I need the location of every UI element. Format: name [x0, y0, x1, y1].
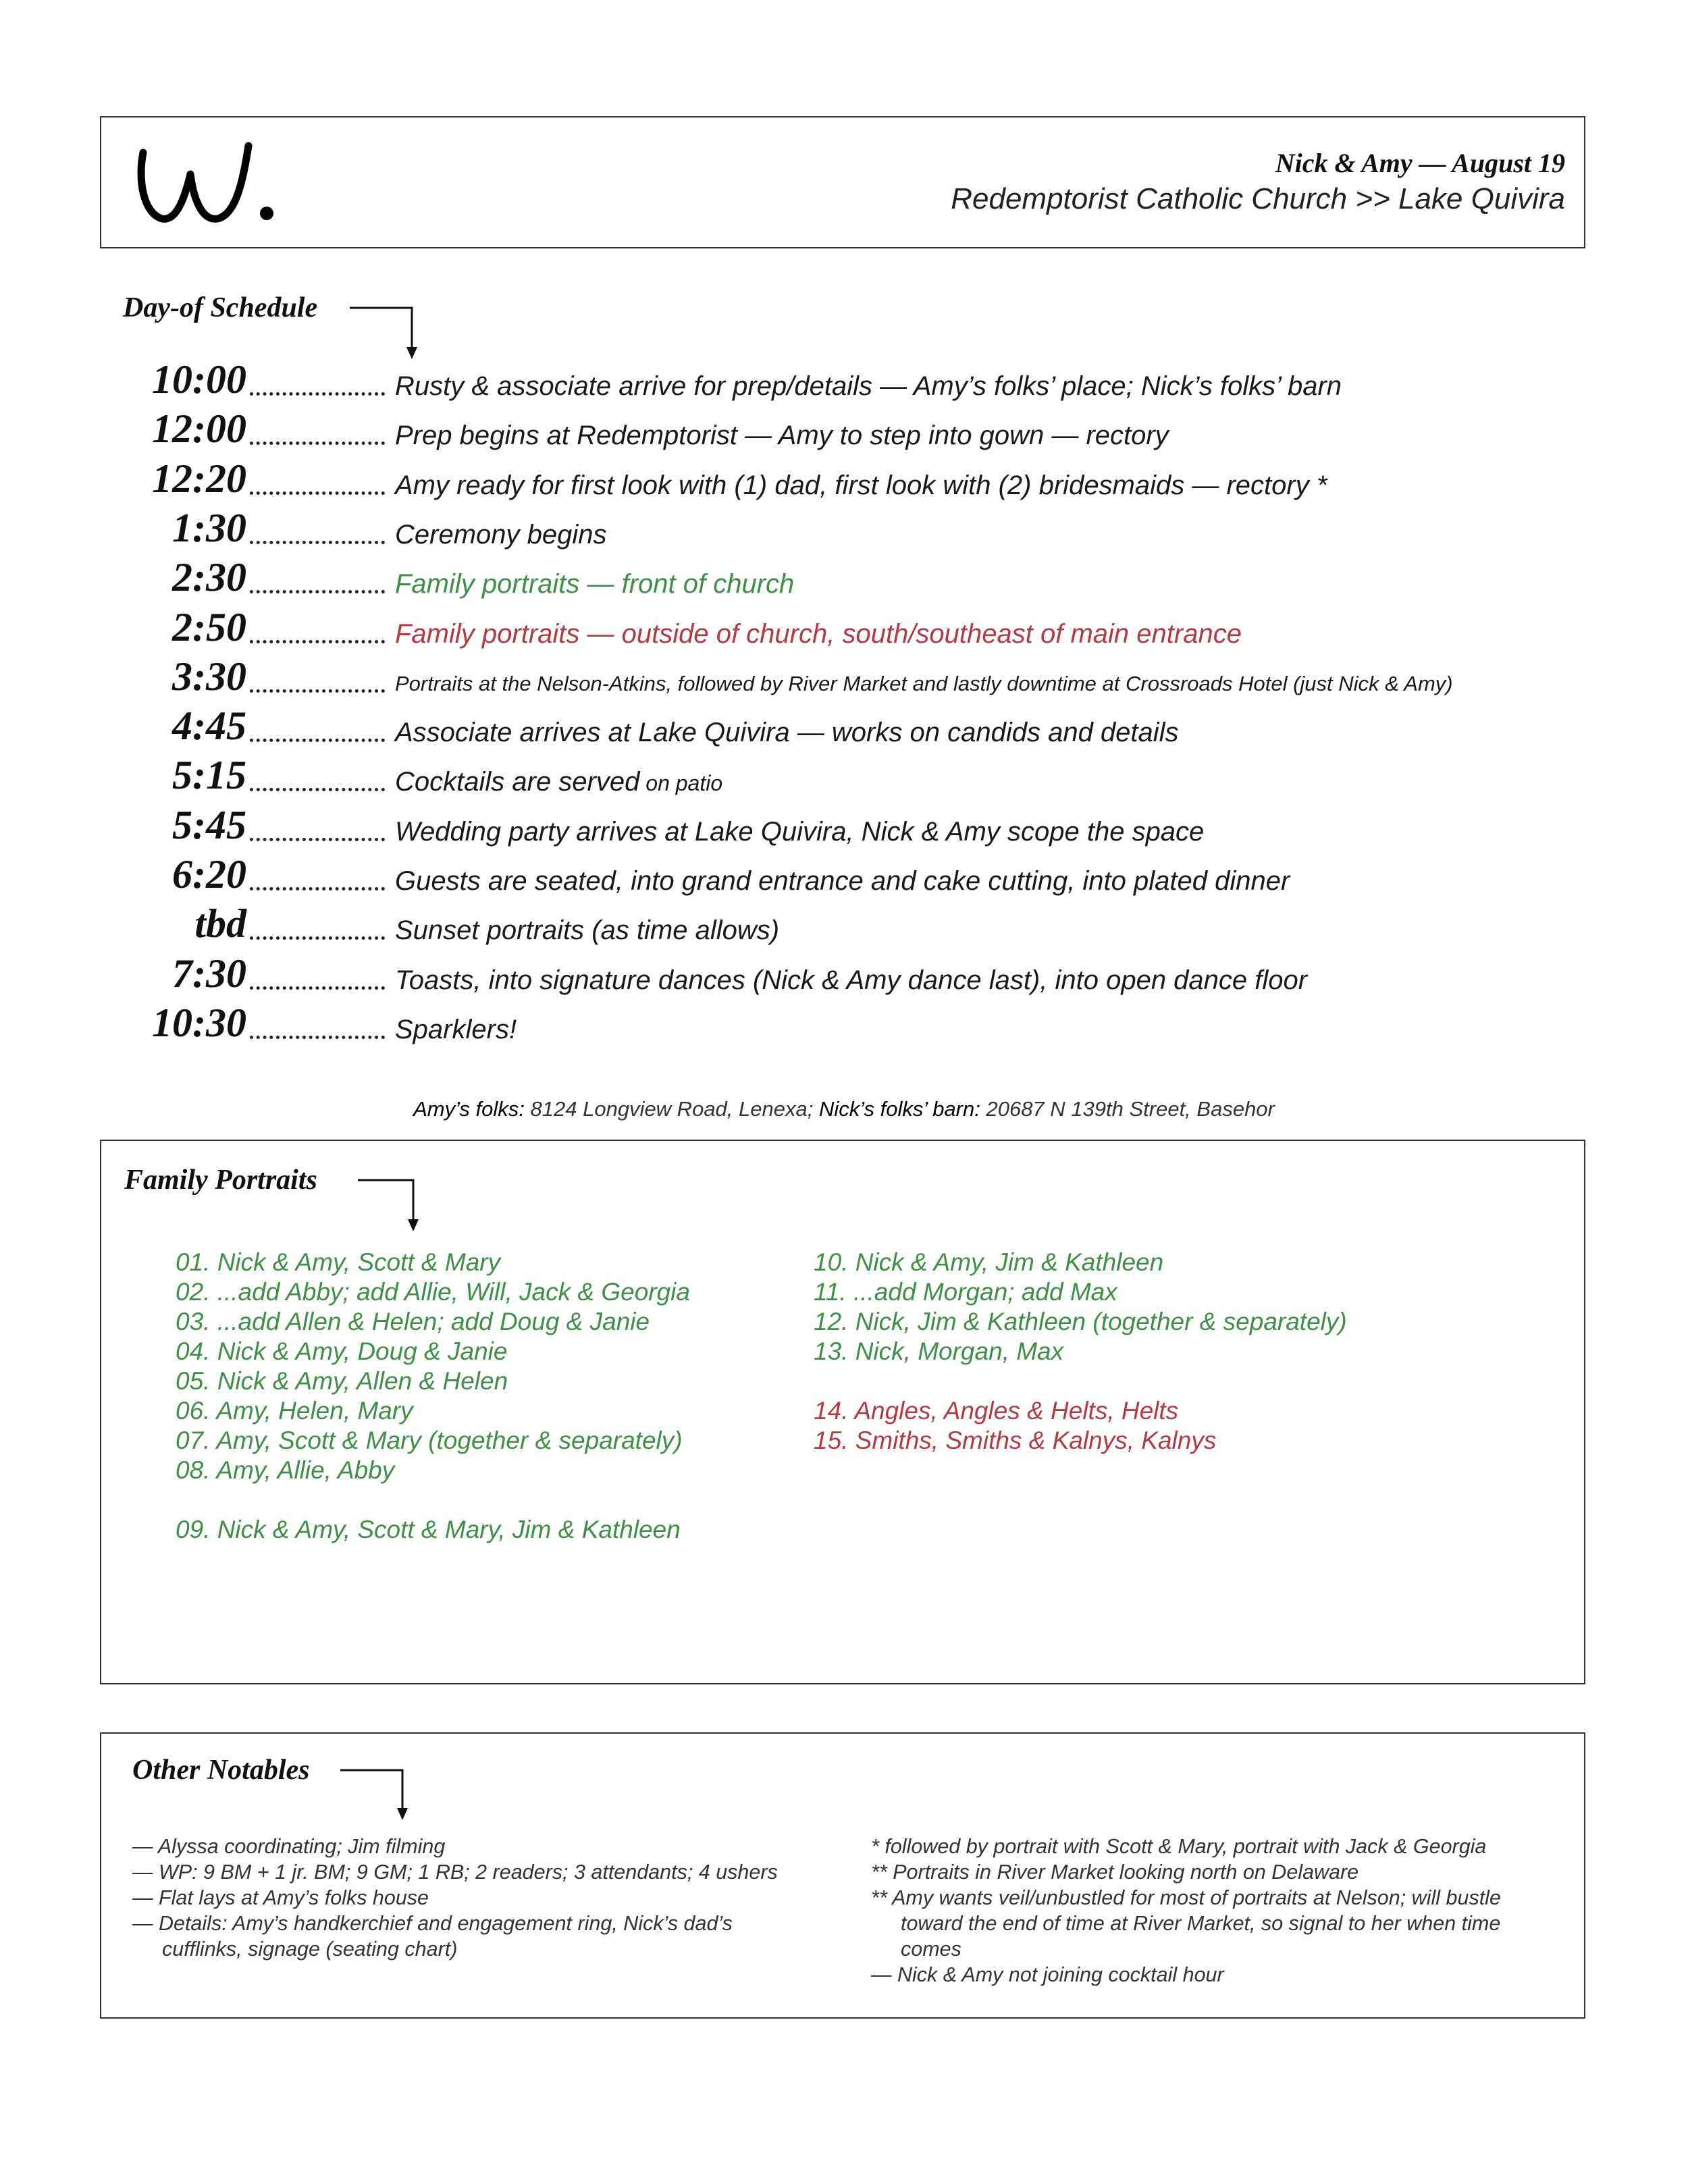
portrait-list-right — [814, 1248, 1347, 1456]
leader-dots — [250, 887, 385, 890]
leader-dots — [250, 986, 385, 990]
addresses-line — [0, 1097, 1688, 1121]
schedule-description — [395, 673, 1453, 694]
notable-item: — WP: 9 BM + 1 jr. BM; 9 GM; 1 RB; 2 readers; 3 attendants; 4 ushers — [132, 1861, 778, 1884]
schedule-row — [0, 902, 1688, 949]
schedule-description — [395, 472, 1327, 499]
schedule-description — [395, 1016, 517, 1043]
schedule-description-text: Prep begins at Redemptorist — Amy to step into gown — rectory — [395, 421, 1169, 451]
schedule-description — [395, 719, 1179, 746]
other-notables-arrow-icon — [338, 1765, 412, 1826]
schedule-row — [0, 1001, 1688, 1048]
schedule-description — [395, 868, 1290, 895]
portrait-item: 15. Smiths, Smiths & Kalnys, Kalnys — [814, 1427, 1217, 1454]
schedule-time: 5:15 — [172, 753, 246, 798]
schedule-time: 12:00 — [152, 406, 246, 452]
notable-item: — Details: Amy’s handkerchief and engagement ring, Nick’s dad’s — [132, 1912, 733, 1935]
notable-item: * followed by portrait with Scott & Mary, portrait with Jack & Georgia — [871, 1835, 1487, 1858]
portrait-item: 10. Nick & Amy, Jim & Kathleen — [814, 1248, 1164, 1276]
schedule-description-suffix: on patio — [639, 771, 723, 796]
leader-dots — [250, 541, 385, 544]
portrait-item: 11. ...add Morgan; add Max — [814, 1278, 1117, 1306]
notable-item: comes — [901, 1938, 961, 1961]
notable-item: — Alyssa coordinating; Jim filming — [132, 1835, 446, 1858]
schedule-time: 4:45 — [172, 703, 246, 749]
nick-folks-address: 20687 N 139th Street, Basehor — [980, 1097, 1275, 1121]
portrait-list-left — [176, 1248, 690, 1545]
schedule-row — [0, 803, 1688, 851]
portrait-item: 06. Amy, Helen, Mary — [176, 1397, 413, 1424]
list-gap — [814, 1366, 1347, 1396]
schedule-time: 2:50 — [172, 604, 246, 649]
schedule-description — [395, 967, 1307, 994]
schedule-description-text: Rusty & associate arrive for prep/details — Amy’s folks’ place; Nick’s folks’ barn — [395, 371, 1342, 401]
other-notables-box — [100, 1732, 1585, 2019]
notables-list-right — [871, 1834, 1501, 1988]
leader-dots — [250, 392, 385, 396]
portrait-item: 13. Nick, Morgan, Max — [814, 1337, 1064, 1365]
portrait-item: 04. Nick & Amy, Doug & Janie — [176, 1337, 508, 1365]
notable-item: ** Portraits in River Market looking north on Delaware — [871, 1861, 1359, 1884]
notable-item: toward the end of time at River Market, so signal to her when time — [901, 1912, 1501, 1935]
portrait-item: 05. Nick & Amy, Allen & Helen — [176, 1367, 508, 1395]
schedule-description-text: Associate arrives at Lake Quivira — works on candids and details — [395, 718, 1179, 748]
notable-item: cufflinks, signage (seating chart) — [162, 1938, 458, 1961]
schedule-description — [395, 521, 607, 548]
schedule-description-text: Wedding party arrives at Lake Quivira, Nick & Amy scope the space — [395, 816, 1205, 847]
family-portraits-arrow-icon — [355, 1175, 423, 1235]
schedule-description — [395, 620, 1242, 647]
schedule-time: 3:30 — [172, 654, 246, 699]
leader-dots — [250, 689, 385, 693]
leader-dots — [250, 936, 385, 940]
portrait-item: 07. Amy, Scott & Mary (together & separately) — [176, 1427, 683, 1454]
schedule-description — [395, 569, 795, 600]
schedule-row — [0, 506, 1688, 554]
schedule-description — [395, 768, 722, 795]
leader-dots — [250, 590, 385, 593]
leader-dots — [250, 1036, 385, 1039]
schedule-description-text: Portraits at the Nelson-Atkins, followed by River Market and lastly downtime at Crossroads Hotel (just Nick & Amy) — [395, 671, 1453, 695]
schedule-row — [0, 952, 1688, 999]
portrait-item: 08. Amy, Allie, Abby — [176, 1456, 395, 1484]
schedule-description — [395, 917, 779, 944]
schedule-time: 5:45 — [172, 802, 246, 847]
schedule-description — [395, 373, 1342, 400]
portrait-item: 02. ...add Abby; add Allie, Will, Jack & Georgia — [176, 1278, 690, 1306]
schedule-time: tbd — [194, 901, 246, 947]
schedule-row — [0, 457, 1688, 504]
leader-dots — [250, 788, 385, 791]
leader-dots — [250, 838, 385, 841]
schedule-heading: Day-of Schedule — [123, 292, 318, 323]
schedule-description-text: Cocktails are served — [395, 767, 640, 797]
schedule-description-text: Family portraits — front of church — [395, 569, 795, 600]
schedule-time: 10:00 — [152, 357, 246, 402]
schedule-heading-arrow-icon — [344, 302, 425, 363]
schedule-time: 1:30 — [172, 505, 246, 550]
schedule-row — [0, 853, 1688, 900]
portrait-item: 12. Nick, Jim & Kathleen (together & separately) — [814, 1308, 1347, 1335]
other-notables-heading: Other Notables — [132, 1755, 310, 1786]
schedule-time: 10:30 — [152, 1000, 246, 1045]
amy-folks-label: Amy’s folks: — [413, 1097, 525, 1121]
family-portraits-heading: Family Portraits — [124, 1165, 317, 1196]
venues: Redemptorist Catholic Church >> Lake Quivira — [951, 182, 1565, 215]
portrait-item: 03. ...add Allen & Helen; add Doug & Janie — [176, 1308, 650, 1335]
couple-and-date: Nick & Amy — August 19 — [1275, 148, 1565, 178]
leader-dots — [250, 442, 385, 445]
schedule-description-text: Sparklers! — [395, 1014, 517, 1044]
portrait-item: 09. Nick & Amy, Scott & Mary, Jim & Kathleen — [176, 1516, 681, 1543]
notable-item: ** Amy wants veil/unbustled for most of portraits at Nelson; will bustle — [871, 1886, 1501, 1909]
notable-item: — Flat lays at Amy’s folks house — [132, 1886, 429, 1909]
header-box — [100, 116, 1585, 248]
schedule-description-text: Guests are seated, into grand entrance and cake cutting, into plated dinner — [395, 866, 1290, 896]
schedule-description-text: Sunset portraits (as time allows) — [395, 915, 780, 946]
schedule-time: 2:30 — [172, 555, 246, 600]
amy-folks-address: 8124 Longview Road, Lenexa; — [524, 1097, 814, 1121]
schedule-time: 7:30 — [172, 951, 246, 996]
leader-dots — [250, 739, 385, 742]
family-portraits-box — [100, 1140, 1585, 1684]
nick-folks-label: Nick’s folks’ barn: — [813, 1097, 980, 1121]
list-gap — [176, 1485, 690, 1515]
schedule-row — [0, 606, 1688, 653]
leader-dots — [250, 640, 385, 643]
notable-item: — Nick & Amy not joining cocktail hour — [871, 1963, 1224, 1986]
schedule-description-text: Family portraits — outside of church, south/southeast of main entrance — [395, 618, 1242, 649]
leader-dots — [250, 491, 385, 495]
schedule-row — [0, 655, 1688, 702]
portrait-item: 14. Angles, Angles & Helts, Helts — [814, 1397, 1179, 1424]
schedule-description — [395, 422, 1169, 449]
schedule-description-text: Ceremony begins — [395, 519, 607, 550]
schedule-row — [0, 556, 1688, 603]
notables-list-left — [132, 1834, 778, 1962]
schedule-row — [0, 704, 1688, 751]
schedule-time: 6:20 — [172, 852, 246, 897]
schedule-time: 12:20 — [152, 456, 246, 501]
schedule-row — [0, 753, 1688, 801]
schedule-description-text: Amy ready for first look with (1) dad, first look with (2) bridesmaids — rectory * — [395, 470, 1327, 500]
portrait-item: 01. Nick & Amy, Scott & Mary — [176, 1248, 501, 1276]
schedule-row — [0, 407, 1688, 454]
schedule-row — [0, 358, 1688, 405]
schedule-description-text: Toasts, into signature dances (Nick & Amy dance last), into open dance floor — [395, 965, 1308, 995]
w-logo — [128, 132, 284, 234]
schedule-description — [395, 818, 1204, 845]
